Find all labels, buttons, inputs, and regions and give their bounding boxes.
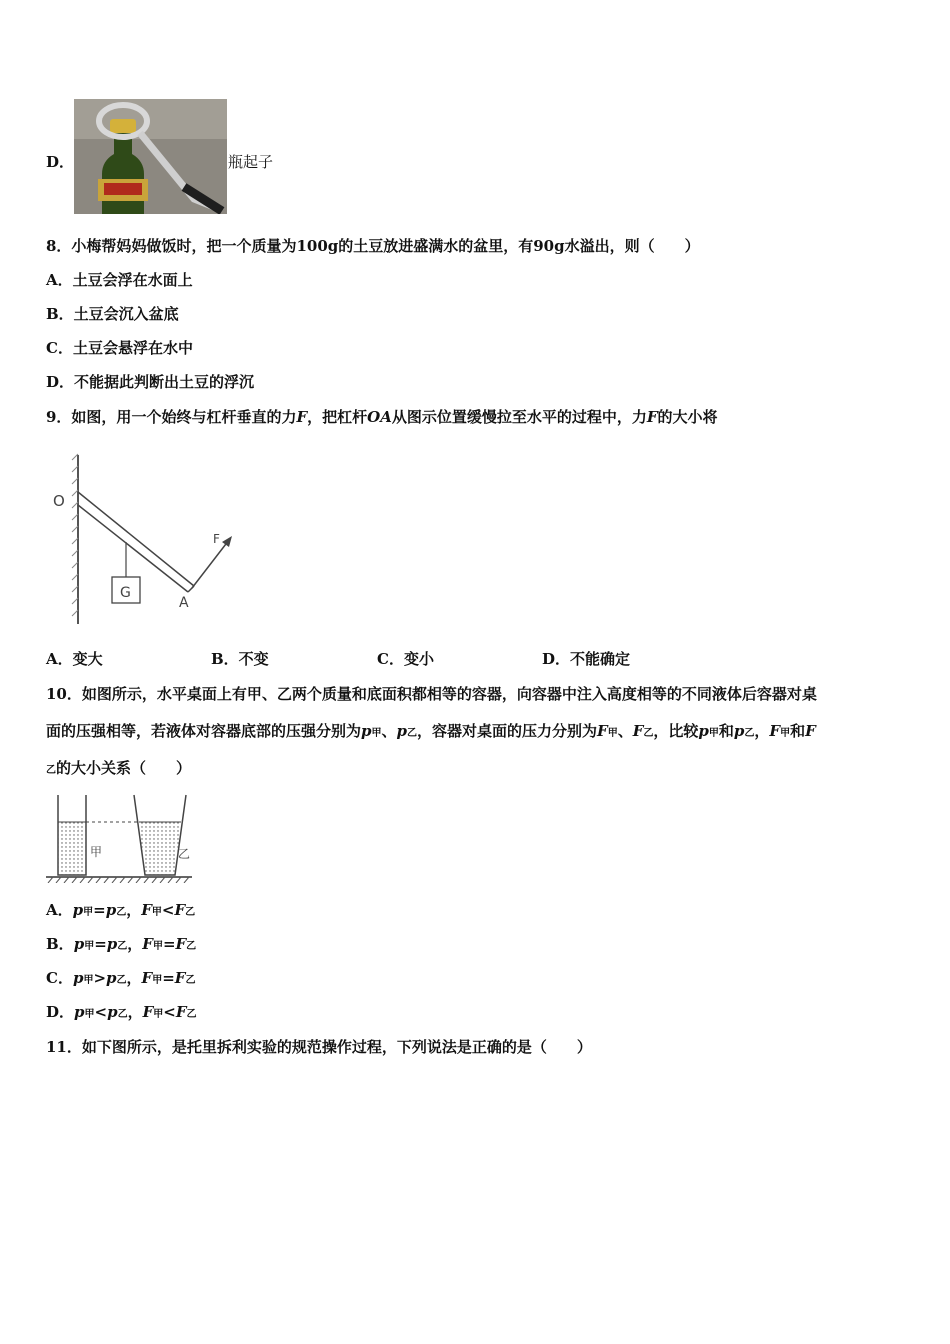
q10-option-b bbox=[46, 934, 196, 957]
q10-sub: 乙 bbox=[116, 975, 127, 986]
q9-stem-force: F bbox=[296, 408, 308, 426]
option-letter: B． bbox=[46, 935, 74, 953]
q10-sub: 乙 bbox=[744, 728, 755, 739]
q10-sub: 甲 bbox=[84, 941, 95, 952]
q8-option-a: A．土豆会浮在水面上 bbox=[46, 271, 193, 289]
q10-sub: 乙 bbox=[186, 1009, 197, 1020]
relation: < bbox=[94, 1003, 108, 1021]
q9-option-d: D．不能确定 bbox=[542, 650, 631, 668]
q10-symbol-f: F bbox=[142, 1003, 154, 1021]
bottle-opener-photo bbox=[74, 99, 227, 214]
q10-sub: 乙 bbox=[185, 975, 196, 986]
lever-label-a: A bbox=[179, 595, 189, 611]
q10-text: ， bbox=[754, 722, 770, 740]
q10-sub: 乙 bbox=[407, 728, 418, 739]
q10-option-d bbox=[46, 1002, 197, 1025]
q10-sub: 甲 bbox=[371, 728, 382, 739]
force-label-f: F bbox=[213, 532, 220, 546]
q10-option-a bbox=[46, 900, 195, 923]
q8-option-c: C．土豆会悬浮在水中 bbox=[46, 339, 193, 357]
q10-symbol-f: F bbox=[142, 935, 153, 953]
q10-symbol-f: F bbox=[174, 901, 186, 919]
q10-stem-line3 bbox=[46, 758, 191, 781]
q9-stem-part: ，把杠杆 bbox=[307, 408, 368, 426]
q10-sub: 乙 bbox=[185, 907, 196, 918]
q9-stem-lever: OA bbox=[367, 408, 392, 426]
q7-option-d-label: D． bbox=[46, 153, 75, 171]
q10-symbol-p: p bbox=[107, 1003, 118, 1021]
q10-sub: 甲 bbox=[151, 907, 162, 918]
q10-text: 和 bbox=[790, 722, 806, 740]
q9-stem-force: F bbox=[646, 408, 658, 426]
option-letter: C． bbox=[46, 969, 73, 987]
lever-label-o: O bbox=[53, 492, 65, 510]
q10-text: 的大小关系（ ） bbox=[56, 759, 192, 777]
relation: < bbox=[161, 901, 175, 919]
q10-symbol-f: F bbox=[597, 722, 608, 740]
q10-symbol-f: F bbox=[769, 722, 781, 740]
q10-sub: 甲 bbox=[84, 1009, 95, 1020]
q10-symbol-p: p bbox=[106, 935, 118, 953]
q7-option-d-text: 瓶起子 bbox=[228, 153, 274, 171]
q10-sub: 甲 bbox=[83, 907, 94, 918]
q10-symbol-p: p bbox=[698, 722, 709, 740]
q10-text: ， bbox=[127, 1003, 143, 1021]
container-label-yi: 乙 bbox=[178, 847, 191, 861]
q10-symbol-p: p bbox=[396, 722, 408, 740]
option-letter: D． bbox=[46, 1003, 75, 1021]
option-letter: A． bbox=[46, 901, 73, 919]
q10-text: ，容器对桌面的压力分别为 bbox=[417, 722, 598, 740]
q10-sub: 甲 bbox=[607, 728, 618, 739]
weight-label-g: G bbox=[120, 585, 131, 601]
q10-sub: 乙 bbox=[116, 907, 127, 918]
q10-sub: 乙 bbox=[643, 728, 654, 739]
q10-symbol-p: p bbox=[105, 901, 117, 919]
q10-text: ，比较 bbox=[653, 722, 699, 740]
q9-stem-part: 的大小将 bbox=[657, 408, 718, 426]
q10-sub: 甲 bbox=[152, 975, 163, 986]
q10-text: 、 bbox=[381, 722, 397, 740]
q10-symbol-f: F bbox=[141, 969, 153, 987]
relation: = bbox=[162, 969, 175, 987]
q10-symbol-p: p bbox=[361, 722, 372, 740]
q10-stem-line1: 10．如图所示，水平桌面上有甲、乙两个质量和底面积都相等的容器，向容器中注入高度相等的不同液体后容器对桌 bbox=[46, 685, 817, 703]
q10-symbol-f: F bbox=[175, 935, 187, 953]
q10-text: 面的压强相等，若液体对容器底部的压强分别为 bbox=[46, 722, 362, 740]
q10-symbol-p: p bbox=[72, 901, 84, 919]
relation: = bbox=[94, 935, 107, 953]
relation: = bbox=[93, 901, 106, 919]
q10-symbol-f: F bbox=[632, 722, 644, 740]
q10-symbol-f: F bbox=[175, 1003, 187, 1021]
containers-diagram bbox=[44, 793, 194, 883]
q10-option-c bbox=[46, 968, 195, 991]
q10-symbol-p: p bbox=[73, 935, 85, 953]
q10-sub: 甲 bbox=[153, 1009, 164, 1020]
q10-text: ， bbox=[127, 935, 143, 953]
lever-diagram bbox=[46, 450, 246, 630]
q10-sub: 乙 bbox=[46, 765, 56, 776]
q11-stem: 11．如下图所示，是托里拆利实验的规范操作过程，下列说法是正确的是（ ） bbox=[46, 1038, 592, 1056]
q8-option-d: D．不能据此判断出土豆的浮沉 bbox=[46, 373, 255, 391]
q9-option-a: A．变大 bbox=[46, 650, 103, 668]
q10-symbol-f: F bbox=[174, 969, 186, 987]
q10-symbol-p: p bbox=[733, 722, 745, 740]
q9-option-b: B．不变 bbox=[211, 650, 269, 668]
container-label-jia: 甲 bbox=[90, 845, 103, 859]
q10-sub: 乙 bbox=[186, 941, 197, 952]
q10-sub: 甲 bbox=[708, 728, 719, 739]
relation: = bbox=[162, 935, 176, 953]
q10-symbol-p: p bbox=[74, 1003, 85, 1021]
q10-sub: 乙 bbox=[117, 1009, 128, 1020]
q8-option-b: B．土豆会沉入盆底 bbox=[46, 305, 179, 323]
q10-text: ， bbox=[126, 969, 142, 987]
q10-symbol-f: F bbox=[141, 901, 152, 919]
q9-stem-part: 9．如图，用一个始终与杠杆垂直的力 bbox=[46, 408, 297, 426]
q10-text: 、 bbox=[617, 722, 633, 740]
q10-text: ， bbox=[126, 901, 142, 919]
q9-option-c: C．变小 bbox=[377, 650, 434, 668]
q9-stem bbox=[46, 407, 718, 427]
q10-sub: 乙 bbox=[117, 941, 128, 952]
q10-symbol-p: p bbox=[106, 969, 117, 987]
q8-stem: 8．小梅帮妈妈做饭时，把一个质量为100g的土豆放进盛满水的盆里，有90g水溢出，则（ ） bbox=[46, 237, 700, 255]
q10-symbol-p: p bbox=[72, 969, 84, 987]
relation: > bbox=[93, 969, 107, 987]
q10-text: 和 bbox=[718, 722, 734, 740]
q10-sub: 甲 bbox=[780, 728, 791, 739]
relation: < bbox=[163, 1003, 176, 1021]
q9-stem-part: 从图示位置缓慢拉至水平的过程中，力 bbox=[391, 408, 647, 426]
q10-stem-line2 bbox=[46, 721, 816, 744]
q10-sub: 甲 bbox=[83, 975, 94, 986]
q10-symbol-f: F bbox=[805, 722, 816, 740]
q10-sub: 甲 bbox=[152, 941, 163, 952]
